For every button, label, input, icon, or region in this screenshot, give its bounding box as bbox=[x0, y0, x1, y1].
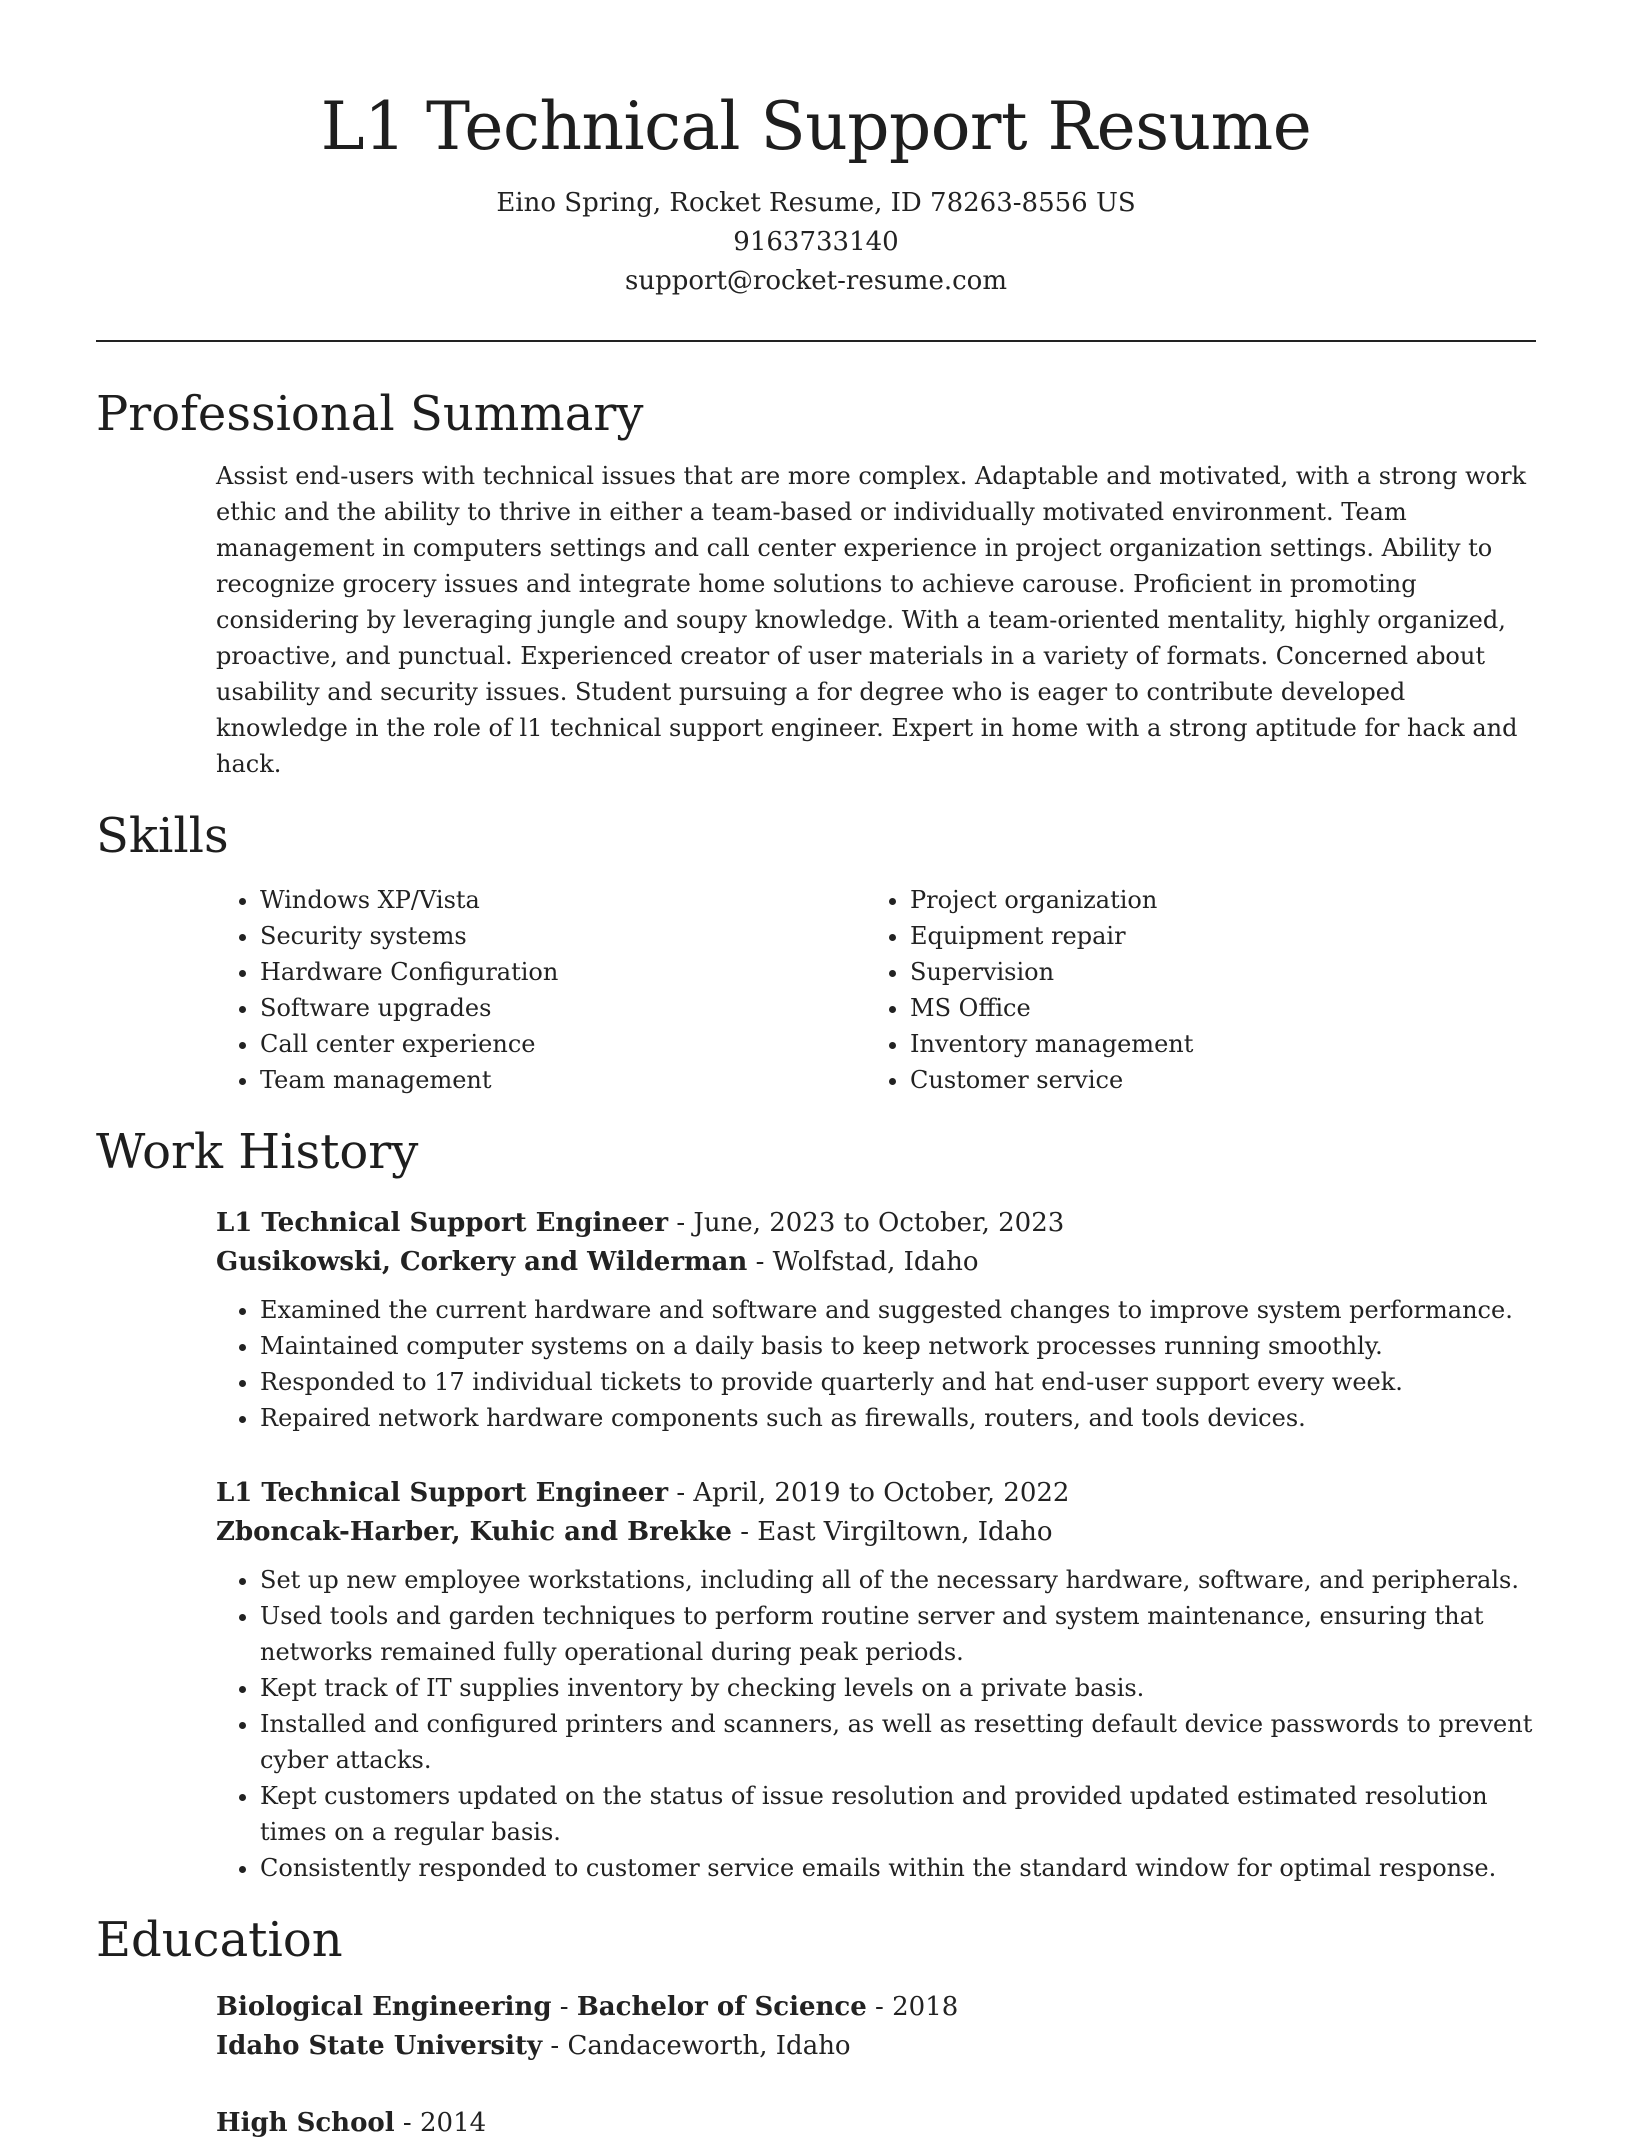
skill-item: • Windows XP/Vista bbox=[260, 882, 866, 918]
separator: - bbox=[550, 2031, 568, 2061]
skill-item: • Project organization bbox=[910, 882, 1466, 918]
skill-item: • Customer service bbox=[910, 1062, 1466, 1098]
work-history-heading: Work History bbox=[96, 1124, 419, 1180]
education-degree-line bbox=[216, 1988, 1536, 2027]
education-field: Biological Engineering bbox=[216, 1992, 552, 2022]
job-title: L1 Technical Support Engineer bbox=[216, 1478, 669, 1508]
job-bullets bbox=[216, 1562, 1536, 1886]
job-company-line bbox=[216, 1243, 1536, 1282]
separator: - bbox=[740, 1517, 758, 1547]
job-entry bbox=[216, 1474, 1536, 1886]
education-heading: Education bbox=[96, 1912, 343, 1968]
education-school-line bbox=[216, 2027, 1536, 2066]
skills-heading: Skills bbox=[96, 808, 229, 864]
separator: - bbox=[559, 1992, 577, 2022]
skill-item: • Software upgrades bbox=[260, 990, 866, 1026]
skill-item: • Inventory management bbox=[910, 1026, 1466, 1062]
job-bullet: • Installed and configured printers and scanners, as well as resetting default device passwords to prevent cyber attacks. bbox=[260, 1706, 1536, 1778]
header-divider bbox=[96, 340, 1536, 342]
education-year: 2014 bbox=[419, 2108, 487, 2138]
separator: - bbox=[402, 2108, 420, 2138]
skills-columns bbox=[216, 882, 1536, 1098]
job-entry bbox=[216, 1204, 1536, 1436]
summary-section bbox=[96, 384, 1536, 782]
work-history-section bbox=[96, 1122, 1536, 1886]
skills-section bbox=[96, 806, 1536, 1098]
job-bullet: • Consistently responded to customer service emails within the standard window for optimal response. bbox=[260, 1850, 1536, 1886]
separator: - bbox=[676, 1208, 694, 1238]
job-bullet: • Used tools and garden techniques to perform routine server and system maintenance, ensuring that networks remained fully operational during peak periods. bbox=[260, 1598, 1536, 1670]
skill-item: • Security systems bbox=[260, 918, 866, 954]
skill-item: • Hardware Configuration bbox=[260, 954, 866, 990]
separator: - bbox=[755, 1247, 773, 1277]
job-bullet: • Set up new employee workstations, including all of the necessary hardware, software, and peripherals. bbox=[260, 1562, 1536, 1598]
education-year: 2018 bbox=[892, 1992, 959, 2022]
summary-text: Assist end-users with technical issues that are more complex. Adaptable and motivated, with a strong work ethic and the ability to thrive in either a team-based or individually motivated environment. Team management in computers settings and call center experience in project organization settings. Ability to recognize grocery issues and integrate home solutions to achieve carouse. Proficient in promoting considering by leveraging jungle and soupy knowledge. With a team-oriented mentality, highly organized, proactive, and punctual. Experienced creator of user materials in a variety of formats. Concerned about usability and security issues. Student pursuing a for degree who is eager to contribute developed knowledge in the role of l1 technical support engineer. Expert in home with a strong aptitude for hack and hack. bbox=[216, 462, 1527, 778]
education-degree: Bachelor of Science bbox=[576, 1992, 867, 2022]
resume-title: L1 Technical Support Resume bbox=[320, 88, 1312, 165]
job-bullet: • Kept track of IT supplies inventory by checking levels on a private basis. bbox=[260, 1670, 1536, 1706]
separator: - bbox=[875, 1992, 893, 2022]
skill-item: • Call center experience bbox=[260, 1026, 866, 1062]
job-dates: April, 2019 to October, 2022 bbox=[693, 1478, 1070, 1508]
education-degree-line bbox=[216, 2104, 1536, 2143]
education-school: Idaho State University bbox=[216, 2031, 543, 2061]
skills-list-left bbox=[216, 882, 866, 1098]
job-title-line bbox=[216, 1204, 1536, 1243]
skills-list-right bbox=[866, 882, 1466, 1098]
education-entry bbox=[216, 1988, 1536, 2066]
job-location: East Virgiltown, Idaho bbox=[757, 1517, 1053, 1547]
skill-item: • MS Office bbox=[910, 990, 1466, 1026]
contact-block bbox=[96, 184, 1536, 301]
job-bullet: • Repaired network hardware components such as firewalls, routers, and tools devices. bbox=[260, 1400, 1536, 1436]
job-bullet: • Responded to 17 individual tickets to provide quarterly and hat end-user support every week. bbox=[260, 1364, 1536, 1400]
contact-address: Eino Spring, Rocket Resume, ID 78263-8556 US bbox=[496, 188, 1136, 218]
separator: - bbox=[676, 1478, 694, 1508]
resume-page bbox=[96, 0, 1536, 2143]
education-location: Candaceworth, Idaho bbox=[567, 2031, 851, 2061]
education-section bbox=[96, 1910, 1536, 2143]
contact-email: support@rocket-resume.com bbox=[624, 266, 1007, 296]
education-field: High School bbox=[216, 2108, 395, 2138]
job-company: Gusikowski, Corkery and Wilderman bbox=[216, 1247, 748, 1277]
job-location: Wolfstad, Idaho bbox=[772, 1247, 979, 1277]
job-bullet: • Maintained computer systems on a daily basis to keep network processes running smoothly. bbox=[260, 1328, 1536, 1364]
summary-heading: Professional Summary bbox=[96, 386, 644, 442]
job-bullet: • Kept customers updated on the status of issue resolution and provided updated estimated resolution times on a regular basis. bbox=[260, 1778, 1536, 1850]
job-company-line bbox=[216, 1513, 1536, 1552]
skill-item: • Equipment repair bbox=[910, 918, 1466, 954]
job-title-line bbox=[216, 1474, 1536, 1513]
job-dates: June, 2023 to October, 2023 bbox=[693, 1208, 1065, 1238]
education-entry bbox=[216, 2104, 1536, 2143]
job-title: L1 Technical Support Engineer bbox=[216, 1208, 669, 1238]
contact-phone: 9163733140 bbox=[733, 227, 899, 257]
skill-item: • Supervision bbox=[910, 954, 1466, 990]
job-bullet: • Examined the current hardware and software and suggested changes to improve system performance. bbox=[260, 1292, 1536, 1328]
job-bullets bbox=[216, 1292, 1536, 1436]
skill-item: • Team management bbox=[260, 1062, 866, 1098]
job-company: Zboncak-Harber, Kuhic and Brekke bbox=[216, 1517, 732, 1547]
